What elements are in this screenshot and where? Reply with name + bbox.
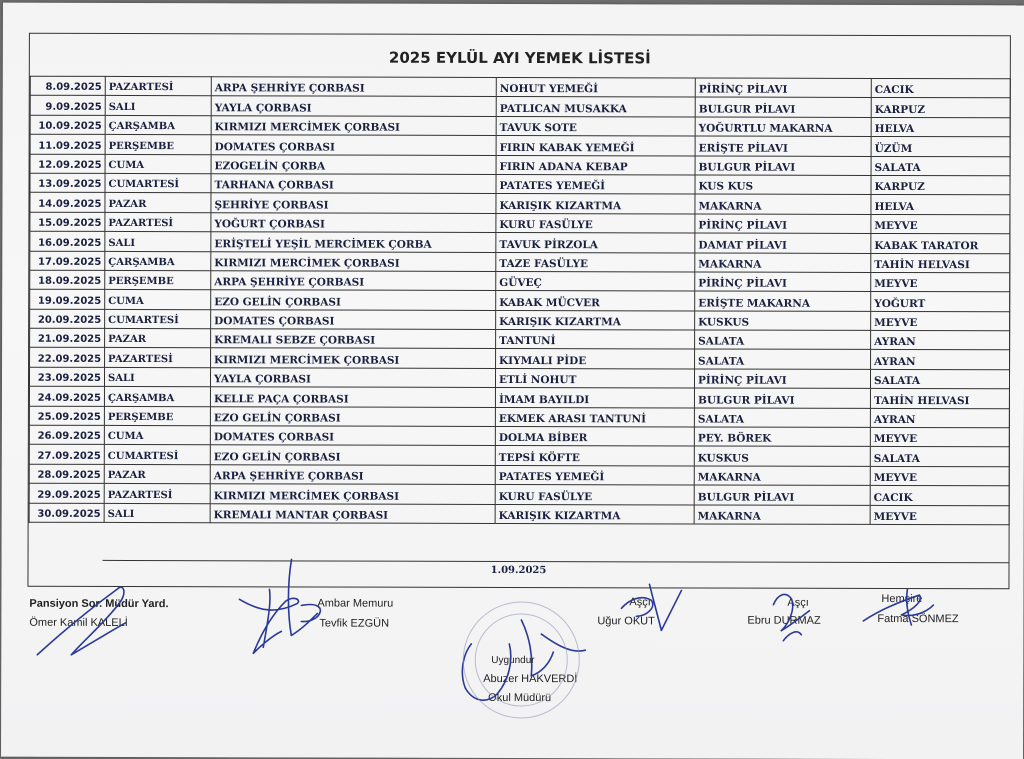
table-row [30,96,1010,118]
row-date: 30.09.2025 [29,503,104,523]
row-soup: EZO GELİN ÇORBASI [210,445,495,465]
row-extra: HELVA [871,117,1010,137]
row-date: 13.09.2025 [30,173,105,193]
hemsire-title: Hemşire [881,592,923,606]
row-soup: EZO GELİN ÇORBASI [211,290,496,310]
row-soup: KIRMIZI MERCİMEK ÇORBASI [210,484,495,504]
row-date: 14.09.2025 [30,193,105,213]
row-soup: ARPA ŞEHRİYE ÇORBASI [211,271,496,291]
row-extra: SALATA [870,369,1009,389]
row-side-dish: YOĞURTLU MAKARNA [695,117,871,137]
ambar-name: Tevfik EZGÜN [319,617,390,630]
row-soup: EZO GELİN ÇORBASI [210,406,495,426]
table-row [30,115,1010,137]
row-main-dish: KURU FASÜLYE [496,213,695,233]
table-row [30,270,1010,292]
row-day: PAZAR [105,329,211,349]
row-date: 29.09.2025 [29,483,104,503]
table-row [29,464,1009,486]
row-main-dish: ETLİ NOHUT [495,368,694,388]
row-date: 18.09.2025 [30,270,105,290]
row-day: CUMARTESİ [105,309,211,329]
row-main-dish: TAVUK SOTE [496,116,695,136]
table-row [29,367,1009,389]
row-day: SALI [104,503,210,523]
row-main-dish: NOHUT YEMEĞİ [496,77,695,97]
footer-date: 1.09.2025 [490,564,547,577]
row-extra: SALATA [870,447,1009,467]
row-extra: SALATA [871,156,1010,176]
row-soup: YAYLA ÇORBASI [211,96,496,116]
table-row [29,503,1009,525]
row-soup: YAYLA ÇORBASI [210,368,495,388]
row-side-dish: SALATA [694,408,870,428]
row-date: 25.09.2025 [29,406,104,426]
table-row [30,251,1010,273]
table-row [30,154,1010,176]
row-day: PAZARTESİ [105,348,211,368]
row-main-dish: İMAM BAYILDI [495,388,694,408]
row-date: 22.09.2025 [30,348,105,368]
mudur-prefix: Uygundur [491,654,535,667]
row-soup: KIRMIZI MERCİMEK ÇORBASI [211,251,496,271]
row-day: CUMA [105,290,211,310]
row-main-dish: KARIŞIK KIZARTMA [496,194,695,214]
row-main-dish: GÜVEÇ [496,271,695,291]
row-side-dish: DAMAT PİLAVI [695,233,871,253]
row-date: 20.09.2025 [30,309,105,329]
row-side-dish: BULGUR PİLAVI [694,388,870,408]
row-side-dish: MAKARNA [694,466,870,486]
pansiyon-title: Pansiyon Sor. Müdür Yard. [29,597,169,611]
asci1-title: Aşçı [629,596,651,609]
row-main-dish: KARIŞIK KIZARTMA [495,504,694,524]
row-side-dish: KUS KUS [695,175,871,195]
row-soup: EZOGELİN ÇORBA [211,154,496,174]
document-title: 2025 EYLÜL AYI YEMEK LİSTESİ [388,48,651,68]
row-extra: YOĞURT [871,292,1010,312]
hemsire-name: Fatma SÖNMEZ [877,612,959,626]
row-date: 21.09.2025 [30,328,105,348]
row-side-dish: SALATA [695,349,871,369]
table-row [30,212,1010,234]
row-side-dish: MAKARNA [695,194,871,214]
row-main-dish: EKMEK ARASI TANTUNİ [495,407,694,427]
paper-sheet [1,3,1024,759]
row-soup: KREMALI MANTAR ÇORBASI [210,503,495,523]
row-extra: AYRAN [871,350,1010,370]
row-side-dish: ERİŞTE PİLAVI [695,136,871,156]
table-row [30,290,1010,312]
table-row [29,386,1009,408]
footer-divider [103,560,1009,563]
row-soup: ERİŞTELİ YEŞİL MERCİMEK ÇORBA [211,232,496,252]
row-main-dish: TAVUK PİRZOLA [496,233,695,253]
table-row [29,425,1009,447]
row-extra: MEYVE [870,466,1009,486]
row-day: CUMARTESİ [104,445,210,465]
row-day: CUMA [104,425,210,445]
row-side-dish: SALATA [695,330,871,350]
row-day: ÇARŞAMBA [105,115,211,135]
row-day: CUMA [105,154,211,174]
row-side-dish: PEY. BÖREK [694,427,870,447]
row-main-dish: PATATES YEMEĞİ [495,465,694,485]
row-extra: CACIK [870,486,1009,506]
row-date: 9.09.2025 [30,96,105,116]
row-side-dish: KUSKUS [694,446,870,466]
row-soup: KIRMIZI MERCİMEK ÇORBASI [211,348,496,368]
row-soup: DOMATES ÇORBASI [211,135,496,155]
row-extra: KARPUZ [871,175,1010,195]
row-soup: KIRMIZI MERCİMEK ÇORBASI [211,115,496,135]
row-side-dish: PİRİNÇ PİLAVI [695,272,871,292]
row-soup: KREMALI SEBZE ÇORBASI [211,329,496,349]
mudur-title: Okul Müdürü [488,691,552,705]
row-day: PAZARTESİ [104,484,210,504]
row-soup: KELLE PAÇA ÇORBASI [210,387,495,407]
row-extra: AYRAN [870,408,1009,428]
row-extra: MEYVE [870,427,1009,447]
row-date: 10.09.2025 [30,115,105,135]
table-row [30,134,1010,156]
row-extra: KARPUZ [871,98,1010,118]
table-row [30,309,1010,331]
pansiyon-name: Ömer Kamil KALELİ [29,616,128,629]
asci1-name: Uğur OKUT [597,615,655,628]
row-date: 11.09.2025 [30,134,105,154]
row-main-dish: FIRIN KABAK YEMEĞİ [496,136,695,156]
row-soup: YOĞURT ÇORBASI [211,212,496,232]
asci2-title: Aşçı [787,596,809,609]
row-day: ÇARŞAMBA [105,251,211,271]
row-extra: HELVA [871,195,1010,215]
row-day: CUMARTESİ [105,173,211,193]
row-side-dish: PİRİNÇ PİLAVI [695,78,871,98]
row-main-dish: PATATES YEMEĞİ [496,174,695,194]
mudur-name: Abuzer HAKVERDİ [483,672,578,686]
row-day: ÇARŞAMBA [104,387,210,407]
row-extra: MEYVE [871,272,1010,292]
row-soup: DOMATES ÇORBASI [210,426,495,446]
table-row [30,231,1010,253]
menu-frame [27,33,1010,590]
row-day: SALI [105,96,211,116]
table-row [30,193,1010,215]
row-date: 24.09.2025 [29,386,104,406]
row-day: PAZARTESİ [105,76,211,96]
row-date: 19.09.2025 [30,290,105,310]
table-row [30,76,1010,98]
row-extra: MEYVE [870,505,1009,525]
row-day: SALI [105,232,211,252]
row-main-dish: TAZE FASÜLYE [496,252,695,272]
row-date: 16.09.2025 [30,231,105,251]
table-row [30,328,1010,350]
ambar-title: Ambar Memuru [317,597,394,610]
row-day: SALI [104,367,210,387]
table-row [30,173,1010,195]
row-date: 8.09.2025 [30,76,105,96]
row-side-dish: KUSKUS [695,311,871,331]
row-extra: TAHİN HELVASI [871,253,1010,273]
table-row [29,483,1009,505]
row-side-dish: MAKARNA [694,505,870,525]
row-main-dish: KABAK MÜCVER [496,291,695,311]
row-extra: TAHİN HELVASI [870,389,1009,409]
row-day: PERŞEMBE [104,406,210,426]
row-main-dish: DOLMA BİBER [495,426,694,446]
row-day: PERŞEMBE [105,135,211,155]
row-extra: CACIK [871,78,1010,98]
row-soup: DOMATES ÇORBASI [211,309,496,329]
row-date: 23.09.2025 [29,367,104,387]
table-row [29,406,1009,428]
row-main-dish: PATLICAN MUSAKKA [496,97,695,117]
row-soup: ARPA ŞEHRİYE ÇORBASI [211,77,496,97]
row-main-dish: TEPSİ KÖFTE [495,446,694,466]
row-main-dish: TANTUNİ [496,330,695,350]
table-row [30,348,1010,370]
row-day: PAZARTESİ [105,212,211,232]
row-soup: ŞEHRİYE ÇORBASI [211,193,496,213]
row-extra: MEYVE [871,311,1010,331]
row-date: 27.09.2025 [29,445,104,465]
row-side-dish: MAKARNA [695,252,871,272]
row-date: 17.09.2025 [30,251,105,271]
row-date: 26.09.2025 [29,425,104,445]
row-extra: KABAK TARATOR [871,234,1010,254]
row-date: 12.09.2025 [30,154,105,174]
row-extra: MEYVE [871,214,1010,234]
row-date: 15.09.2025 [30,212,105,232]
row-main-dish: KARIŞIK KIZARTMA [496,310,695,330]
row-soup: ARPA ŞEHRİYE ÇORBASI [210,465,495,485]
row-main-dish: FIRIN ADANA KEBAP [496,155,695,175]
menu-table [29,76,1011,526]
row-day: PERŞEMBE [105,270,211,290]
row-soup: TARHANA ÇORBASI [211,174,496,194]
row-side-dish: PİRİNÇ PİLAVI [695,214,871,234]
row-main-dish: KURU FASÜLYE [495,485,694,505]
row-extra: ÜZÜM [871,137,1010,157]
row-side-dish: PİRİNÇ PİLAVI [694,369,870,389]
asci2-name: Ebru DURMAZ [747,614,821,627]
table-row [29,445,1009,467]
row-side-dish: BULGUR PİLAVI [695,156,871,176]
row-main-dish: KIYMALI PİDE [496,349,695,369]
row-date: 28.09.2025 [29,464,104,484]
row-day: PAZAR [104,464,210,484]
row-side-dish: BULGUR PİLAVI [694,485,870,505]
row-day: PAZAR [105,193,211,213]
row-side-dish: ERİŞTE MAKARNA [695,291,871,311]
row-side-dish: BULGUR PİLAVI [695,97,871,117]
row-extra: AYRAN [871,331,1010,351]
